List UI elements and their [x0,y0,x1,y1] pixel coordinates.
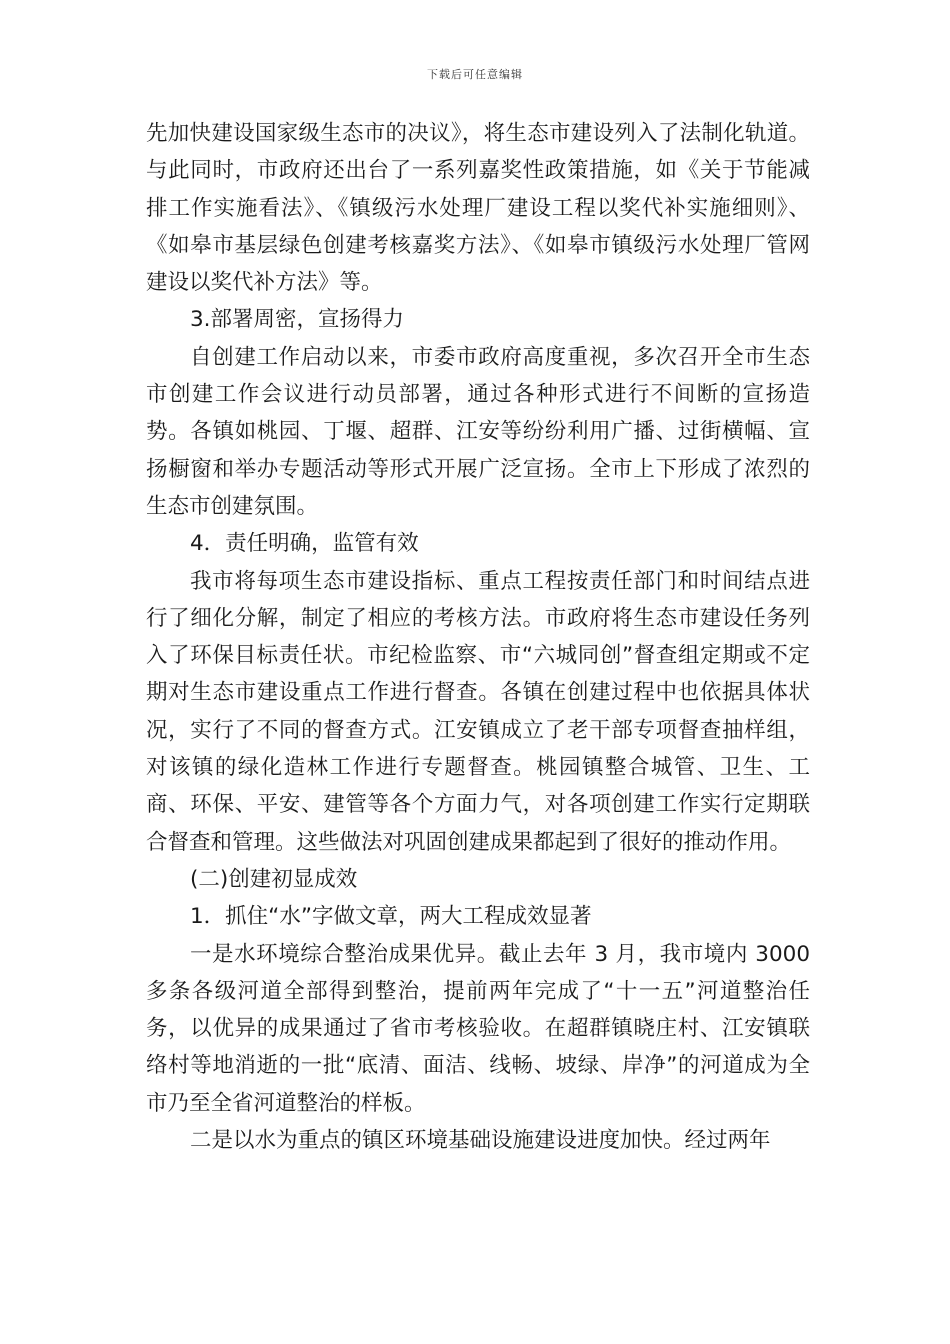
page-header: 下载后可任意编辑 [427,68,523,81]
section-heading: 3.部署周密，宣扬得力 [190,307,405,333]
section-heading: 4．责任明确，监管有效 [190,531,419,557]
section-heading: 1．抓住“水”字做文章，两大工程成效显著 [190,904,592,930]
document-body [146,115,810,1159]
paragraph: 二是以水为重点的镇区环境基础设施建设进度加快。经过两年 [190,1128,771,1154]
paragraph: 先加快建设国家级生态市的决议》，将生态市建设列入了法制化轨道。与此同时，市政府还出台了一系列嘉奖性政策措施，如《关于节能减排工作实施看法》、《镇级污水处理厂建设工程以奖代补实施细则》、《如皋市基层绿色创建考核嘉奖方法》、《如皋市镇级污水处理厂管网建设以奖代补方法》等。 [146,121,810,296]
paragraph: 一是水环境综合整治成果优异。截止去年 3 月，我市境内 3000 多条各级河道全部得到整治，提前两年完成了“十一五”河道整治任务，以优异的成果通过了省市考核验收。在超群镇晓庄村、江安镇联络村等地消逝的一批“底清、面洁、线畅、坡绿、岸净”的河道成为全市乃至全省河道整治的样板。 [146,941,810,1116]
paragraph: 我市将每项生态市建设指标、重点工程按责任部门和时间结点进行了细化分解，制定了相应的考核方法。市政府将生态市建设任务列入了环保目标责任状。市纪检监察、市“六城同创”督查组定期或不定期对生态市建设重点工作进行督查。各镇在创建过程中也依据具体状况，实行了不同的督查方式。江安镇成立了老干部专项督查抽样组，对该镇的绿化造林工作进行专题督查。桃园镇整合城管、卫生、工商、环保、平安、建管等各个方面力气，对各项创建工作实行定期联合督查和管理。这些做法对巩固创建成果都起到了很好的推动作用。 [146,568,810,855]
paragraph: 自创建工作启动以来，市委市政府高度重视，多次召开全市生态市创建工作会议进行动员部署，通过各种形式进行不间断的宣扬造势。各镇如桃园、丁堰、超群、江安等纷纷利用广播、过街横幅、宣扬橱窗和举办专题活动等形式开展广泛宣扬。全市上下形成了浓烈的生态市创建氛围。 [146,344,810,519]
section-heading: (二)创建初显成效 [190,866,358,892]
